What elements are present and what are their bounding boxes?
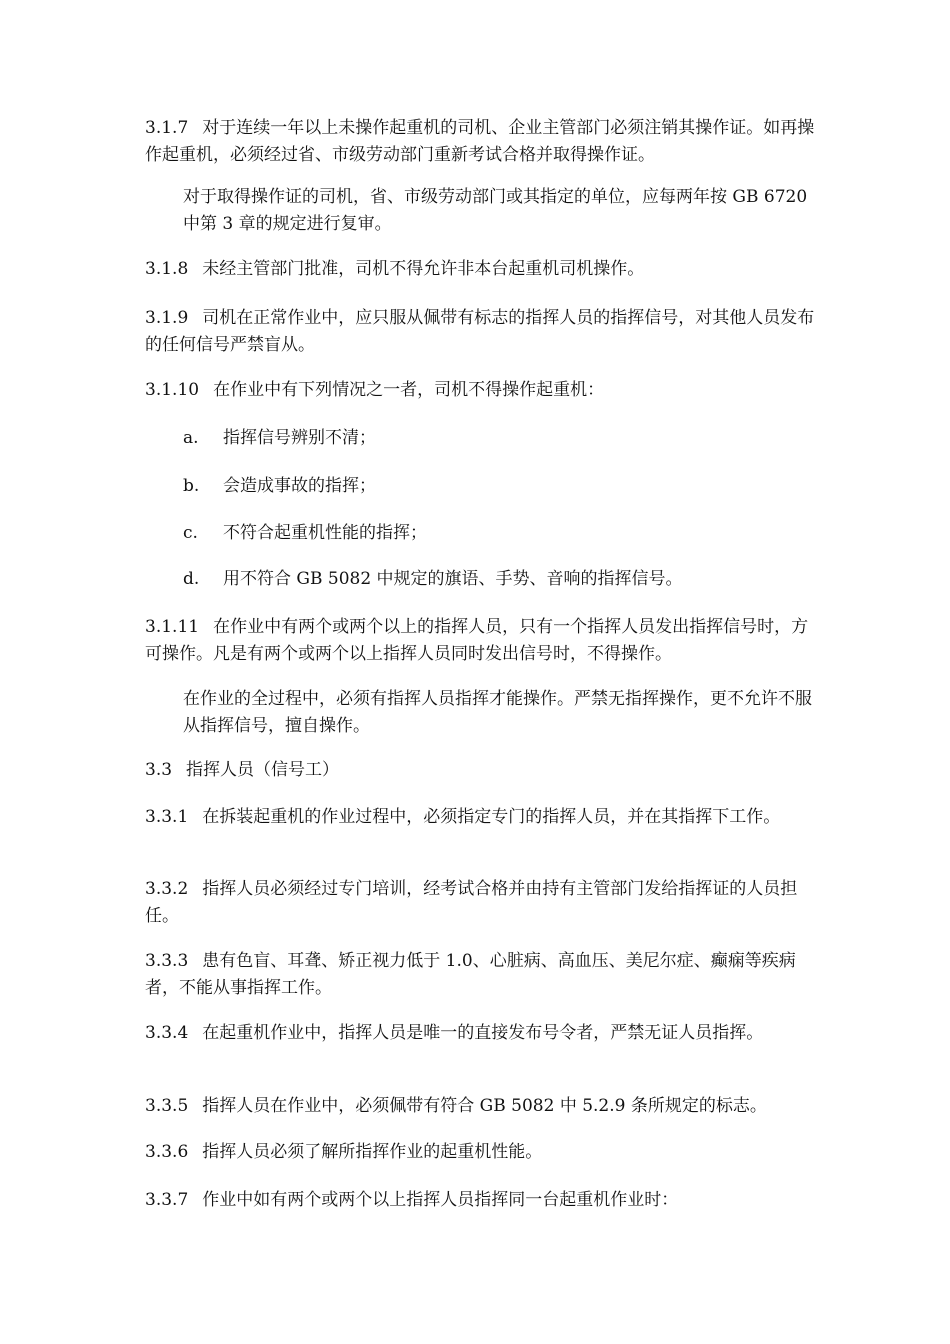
clause-text: 在拆装起重机的作业过程中，必须指定专门的指挥人员，并在其指挥下工作。: [202, 807, 781, 827]
clause-3-3-7: [145, 1187, 815, 1214]
list-item: [183, 520, 427, 547]
clause-number: 3.1.9: [145, 308, 189, 328]
clause-number: 3.3.5: [145, 1096, 189, 1116]
clause-text: 指挥人员在作业中，必须佩带有符合 GB 5082 中 5.2.9 条所规定的标志。: [202, 1096, 767, 1116]
clause-3-3-3: [145, 948, 815, 1002]
section-3-3-heading: [145, 757, 815, 784]
clause-3-1-11-continuation: [183, 686, 815, 740]
clause-number: 3.1.10: [145, 380, 200, 400]
clause-3-3-4: [145, 1020, 815, 1047]
clause-number: 3.3.7: [145, 1190, 189, 1210]
clause-text: 作业中如有两个或两个以上指挥人员指挥同一台起重机作业时：: [202, 1190, 679, 1210]
clause-3-1-8: [145, 256, 815, 283]
clause-number: 3.1.8: [145, 259, 189, 279]
clause-number: 3.1.7: [145, 118, 189, 138]
section-title: 指挥人员（信号工）: [186, 760, 340, 780]
list-item-text: 指挥信号辨别不清；: [223, 428, 376, 448]
clause-text: 患有色盲、耳聋、矫正视力低于 1.0、心脏病、高血压、美尼尔症、癫痫等疾病者，不能从事指挥工作。: [145, 951, 796, 998]
list-item-text: 会造成事故的指挥；: [223, 476, 376, 496]
clause-number: 3.3.2: [145, 879, 189, 899]
list-item: [183, 425, 376, 452]
clause-number: 3.3.1: [145, 807, 189, 827]
clause-text: 司机在正常作业中，应只服从佩带有标志的指挥人员的指挥信号，对其他人员发布的任何信号严禁盲从。: [145, 308, 815, 355]
clause-text: 指挥人员必须经过专门培训，经考试合格并由持有主管部门发给指挥证的人员担任。: [145, 879, 798, 926]
list-item-label: d.: [183, 569, 200, 589]
clause-3-1-7: [145, 115, 815, 169]
clause-3-3-5: [145, 1093, 815, 1120]
clause-text: 在作业中有下列情况之一者，司机不得操作起重机：: [213, 380, 605, 400]
list-item-label: a.: [183, 428, 199, 448]
list-item-label: b.: [183, 476, 200, 496]
clause-text: 在起重机作业中，指挥人员是唯一的直接发布号令者，严禁无证人员指挥。: [202, 1023, 764, 1043]
clause-number: 3.3.4: [145, 1023, 189, 1043]
clause-3-1-9: [145, 305, 815, 359]
clause-number: 3.3: [145, 760, 173, 780]
clause-text: 在作业的全过程中，必须有指挥人员指挥才能操作。严禁无指挥操作，更不允许不服从指挥信号，擅自操作。: [183, 689, 812, 736]
clause-3-3-6: [145, 1139, 815, 1166]
clause-text: 对于连续一年以上未操作起重机的司机、企业主管部门必须注销其操作证。如再操作起重机，必须经过省、市级劳动部门重新考试合格并取得操作证。: [145, 118, 815, 165]
list-item-label: c.: [183, 523, 198, 543]
clause-text: 在作业中有两个或两个以上的指挥人员，只有一个指挥人员发出指挥信号时，方可操作。凡是有两个或两个以上指挥人员同时发出信号时，不得操作。: [145, 617, 809, 664]
clause-3-3-2: [145, 876, 815, 930]
clause-number: 3.3.3: [145, 951, 189, 971]
clause-3-1-11: [145, 614, 815, 668]
clause-number: 3.1.11: [145, 617, 200, 637]
list-item-text: 用不符合 GB 5082 中规定的旗语、手势、音响的指挥信号。: [223, 569, 683, 589]
list-item-text: 不符合起重机性能的指挥；: [223, 523, 427, 543]
clause-number: 3.3.6: [145, 1142, 189, 1162]
clause-3-1-10: [145, 377, 815, 404]
clause-3-1-7-continuation: [183, 184, 815, 238]
list-item: [183, 473, 376, 500]
clause-text: 指挥人员必须了解所指挥作业的起重机性能。: [202, 1142, 543, 1162]
clause-text: 对于取得操作证的司机，省、市级劳动部门或其指定的单位，应每两年按 GB 6720 中第 3 章的规定进行复审。: [183, 187, 808, 234]
clause-text: 未经主管部门批准，司机不得允许非本台起重机司机操作。: [202, 259, 645, 279]
list-item: [183, 566, 683, 593]
clause-3-3-1: [145, 804, 815, 831]
